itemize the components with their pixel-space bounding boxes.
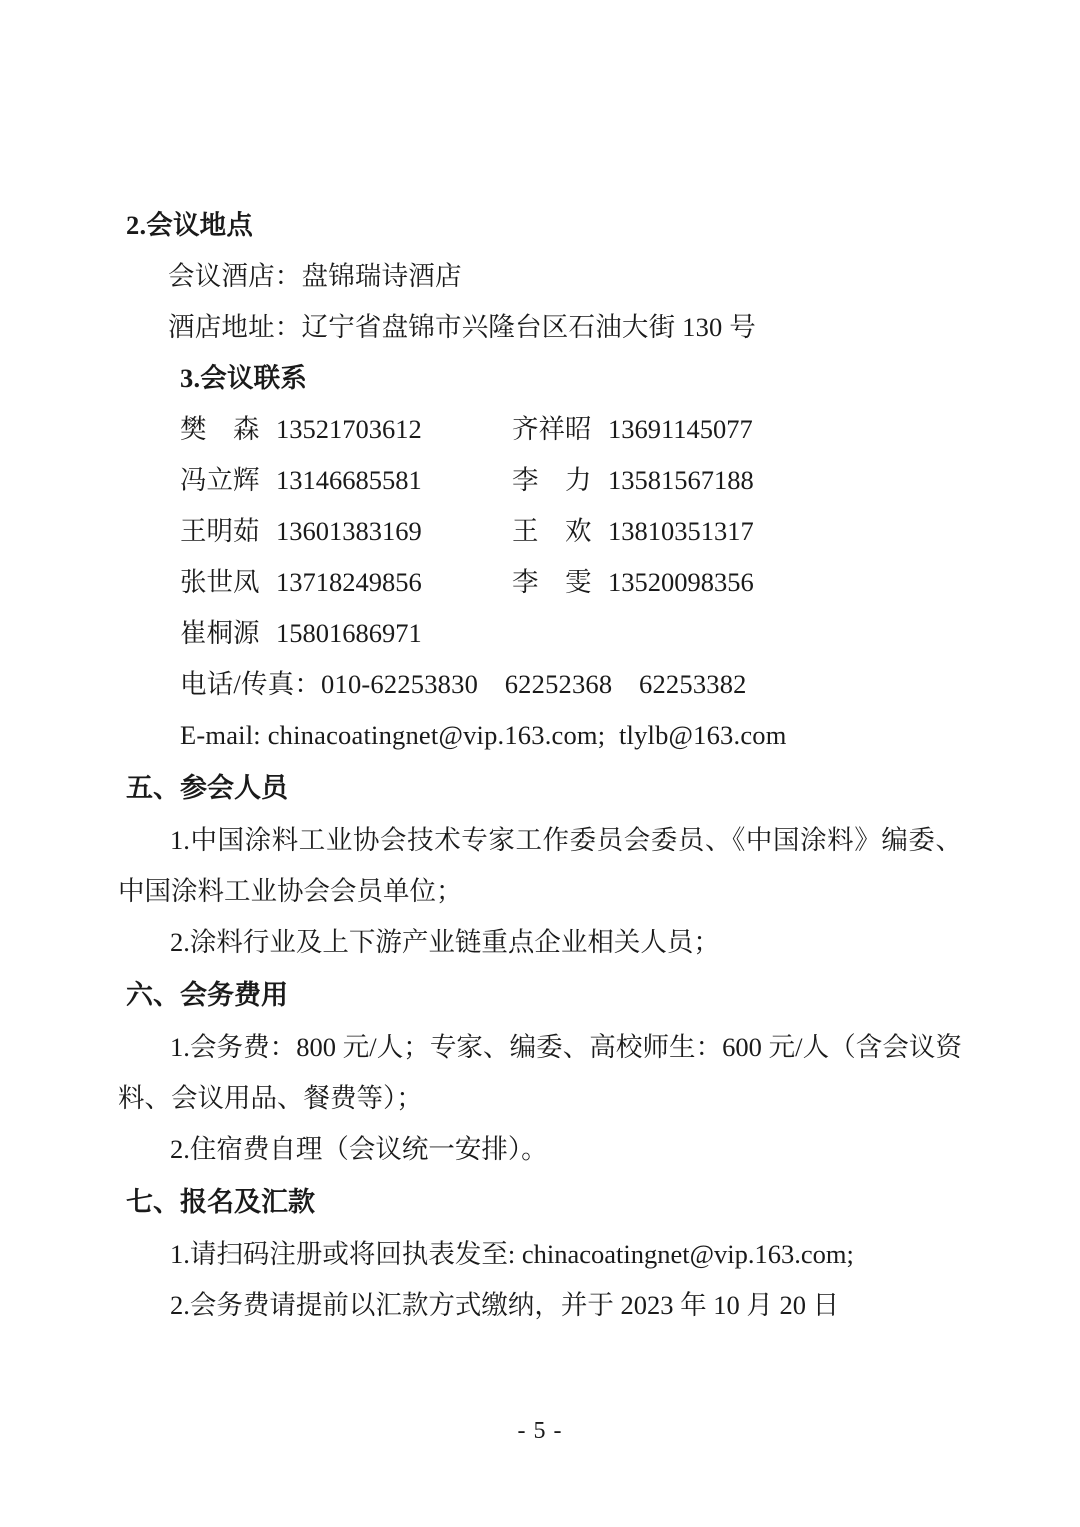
contact-name: 齐祥昭 <box>512 414 592 445</box>
contact-row <box>118 506 962 557</box>
contact-name: 樊 森 <box>180 414 260 445</box>
contact-name: 崔桐源 <box>180 618 260 649</box>
contact-row <box>118 608 962 659</box>
venue-hotel-line: 会议酒店：盘锦瑞诗酒店 <box>168 261 462 292</box>
contact-row <box>118 455 962 506</box>
contact-phone: 13581567188 <box>608 465 754 496</box>
contact-phone: 13520098356 <box>608 567 754 598</box>
contact-name: 王明茹 <box>180 516 260 547</box>
section-five-item-1: 1.中国涂料工业协会技术专家工作委员会委员、《中国涂料》编委、中国涂料工业协会会员单位； <box>118 825 962 906</box>
venue-address-line: 酒店地址：辽宁省盘锦市兴隆台区石油大街 130 号 <box>168 312 756 343</box>
contact-phone: 13691145077 <box>608 414 753 445</box>
document-body <box>118 200 962 1331</box>
contact-phone: 13718249856 <box>276 567 422 598</box>
section-seven-item-2: 2.会务费请提前以汇款方式缴纳，并于 2023 年 10 月 20 日 <box>170 1290 840 1320</box>
section-heading-five: 五、参会人员 <box>126 772 288 803</box>
section-six-item-2: 2.住宿费自理（会议统一安排）。 <box>170 1134 548 1164</box>
contact-phone: 13146685581 <box>276 465 422 496</box>
contact-phone: 13521703612 <box>276 414 422 445</box>
section-five-item-2: 2.涂料行业及上下游产业链重点企业相关人员； <box>170 927 720 957</box>
contact-name: 李 力 <box>512 465 592 496</box>
contact-row <box>118 404 962 455</box>
contact-name: 王 欢 <box>512 516 592 547</box>
contact-phone: 13601383169 <box>276 516 422 547</box>
contact-row <box>118 557 962 608</box>
contact-name: 李 雯 <box>512 567 592 598</box>
section-six-item-1: 1.会务费：800 元/人；专家、编委、高校师生：600 元/人（含会议资料、会议用品、餐费等）； <box>118 1032 962 1113</box>
contact-phone: 13810351317 <box>608 516 754 547</box>
contact-phone: 15801686971 <box>276 618 422 649</box>
section-seven-item-1: 1.请扫码注册或将回执表发至: chinacoatingnet@vip.163.com; <box>170 1239 854 1269</box>
contact-name: 张世凤 <box>180 567 260 598</box>
section-heading-seven: 七、报名及汇款 <box>126 1186 315 1217</box>
contact-heading: 3.会议联系 <box>180 363 308 394</box>
section-heading-six: 六、会务费用 <box>126 979 288 1010</box>
email-line: E-mail: chinacoatingnet@vip.163.com; tlylb@163.com <box>180 720 787 751</box>
page-number: - 5 - <box>517 1418 563 1444</box>
contact-name: 冯立辉 <box>180 465 260 496</box>
fax-line: 电话/传真：010-62253830 62252368 62253382 <box>180 669 747 700</box>
venue-heading: 2.会议地点 <box>126 210 254 241</box>
